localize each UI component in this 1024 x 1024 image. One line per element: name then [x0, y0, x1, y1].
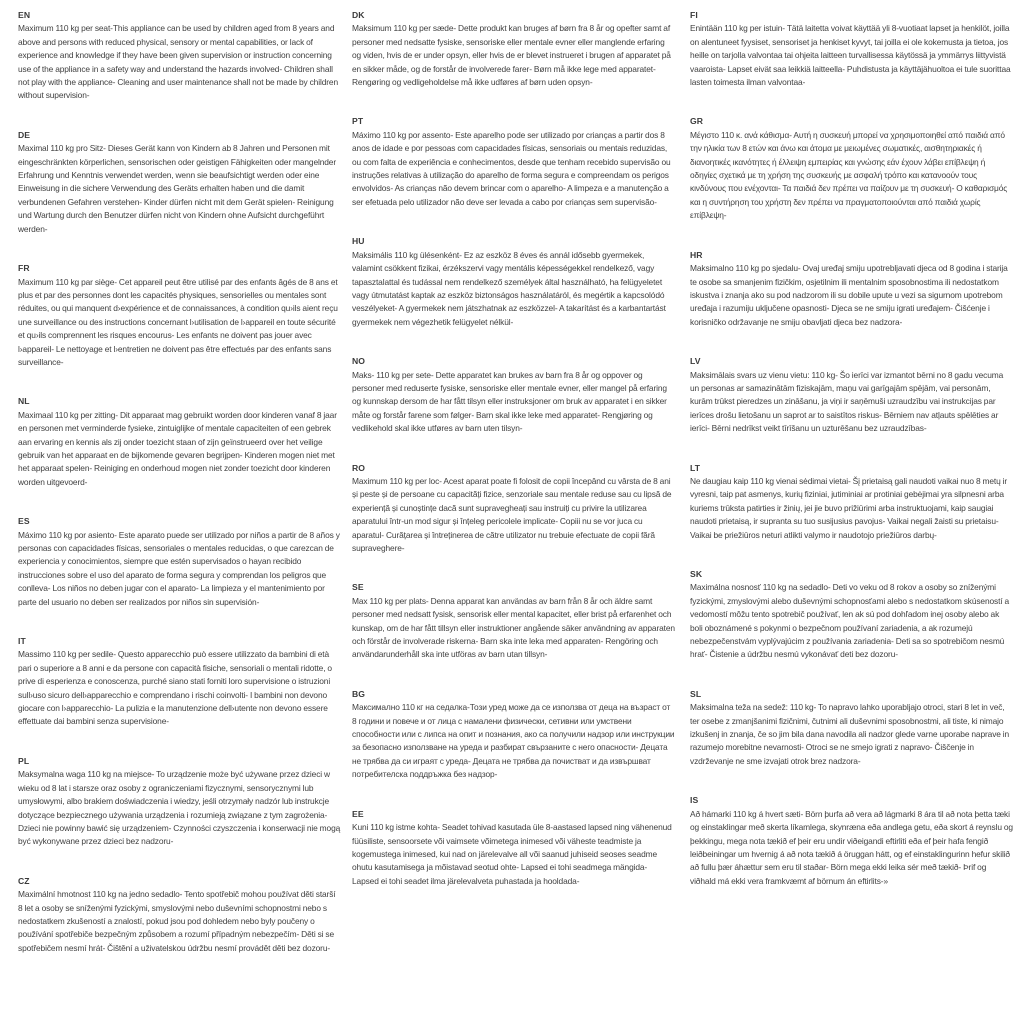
- language-section-it: [18, 635, 341, 729]
- language-code-fr: FR: [18, 263, 30, 274]
- language-text-nl: Maximaal 110 kg per zitting- Dit apparaat mag gebruikt worden door kinderen vanaf 8 jaar en personen met verminderde fysieke, zintuiglijke of mentale capaciteiten of een gebrek aan ervaring en kennis als zij onder toezicht staan of zijn geïnstrueerd over het veilige gebruik van het apparaat en de bijkomende gevaren begrijpen- Kinderen mogen niet met het apparaat spelen- Reiniging en onderhoud mogen niet zonder toezicht door kinderen worden uitgevoerd-: [18, 409, 337, 487]
- language-text-lt: Ne daugiau kaip 110 kg vienai sėdimai vietai- Šį prietaisą gali naudoti vaikai nuo 8 metų ir vyresni, taip pat asmenys, kurių fiziniai, jutiminiai ar protiniai gebėjimai yra silpnesni arba kuriems trūksta patirties ir žinių, jei jie buvo prižiūrimi arba instruktuojami, kaip saugiai naudoti prietaisą, ir supranta su tuo susijusius pavojus- Vaikai negali žaisti su prietaisu- Vaikai be priežiūros neturi atlikti valymo ir naudotojo priežiūros darbų-: [690, 475, 1008, 540]
- language-code-de: DE: [18, 129, 31, 140]
- language-section-bg: [352, 688, 675, 782]
- language-text-hu: Maksimális 110 kg ülésenként- Ez az eszköz 8 éves és annál idősebb gyermekek, valamint csökkent fizikai, érzékszervi vagy mentális képességekkel rendelkező, vagy tapasztalattal és tudással nem rendelkező személyek által használható, ha felügyeletet vagy útmutatást kaptak az eszköz biztonságos használatáról, és megértik a kapcsolódó veszélyeket- A gyermekek nem játszhatnak az eszközzel- A takarítást és a karbantartást gyermekek nem végezhetik felügyelet nélkül-: [352, 249, 666, 327]
- language-section-es: [18, 515, 341, 609]
- column-3: [690, 9, 1013, 914]
- language-code-ro: RO: [352, 462, 366, 473]
- language-section-hr: [690, 249, 1013, 329]
- language-text-sk: Maximálna nosnosť 110 kg na sedadlo- Deti vo veku od 8 rokov a osoby so zníženými fyzickými, zmyslovými alebo duševnými schopnosťami alebo s nedostatkom skúseností a vedomostí môžu tento spotrebič používať, len ak sú pod dohľadom inej osoby alebo ak boli oboznámené s pokynmi o bezpečnom používaní zariadenia, a ak rozumejú nebezpečenstvám vyplývajúcim z používania zariadenia- Deti sa so spotrebičom nesmú hrať- Čistenie a údržbu nesmú vykonávať deti bez dozoru-: [690, 582, 1010, 660]
- language-code-en: EN: [18, 10, 31, 20]
- language-text-se: Max 110 kg per plats- Denna apparat kan användas av barn från 8 år och äldre samt personer med nedsatt fysisk, sensorisk eller mental kapacitet, eller brist på erfarenhet och kunskap, om de har fått tillsyn eller instruktioner angående säker användning av apparaten och förstår de involverade riskerna- Barn ska inte leka med apparaten- Rengöring och användarunderhåll ska inte utföras av barn utan tillsyn-: [352, 595, 675, 660]
- language-text-no: Maks- 110 kg per sete- Dette apparatet kan brukes av barn fra 8 år og oppover og personer med reduserte fysiske, sensoriske eller mentale evner, eller mangel på erfaring og kunnskap dersom de har fått tilsyn eller instruksjoner om bruk av apparatet i en sikker måte og forstår farene som følger- Barn skal ikke leke med apparatet- Rengjøring og vedlikehold skal ikke utføres av barn uten tilsyn-: [352, 369, 667, 434]
- language-code-no: NO: [352, 356, 366, 367]
- language-text-hr: Maksimalno 110 kg po sjedalu- Ovaj uređaj smiju upotrebljavati djeca od 8 godina i starija te osobe sa smanjenim fizičkim, osjetilnim ili mentalnim sposobnostima ili nedostatkom iskustva i znanja ako su pod nadzorom ili su dobile upute u vezi sa sigurnom upotrebom uređaja i razumiju uključene opasnosti- Djeca se ne smiju igrati uređajem- Čišćenje i korisničko održavanje ne smiju obavljati djeca bez nadzora-: [690, 263, 1008, 327]
- language-section-nl: [18, 395, 341, 489]
- language-text-en: Maximum 110 kg per seat-This appliance can be used by children aged from 8 years and above and persons with reduced physical, sensory or mental capabilities, or lack of experience and knowledge if they have been given supervision or instruction concerning use of the appliance in a safety way and understand the hazards involved- Children shall not play with the appliance- Cleaning and user maintenance shall not be made by children without supervision-: [18, 23, 338, 101]
- language-code-pt: PT: [352, 116, 364, 127]
- language-code-cz: CZ: [18, 875, 30, 886]
- language-section-sk: [690, 568, 1013, 662]
- language-section-lv: [690, 355, 1013, 435]
- language-code-lt: LT: [690, 462, 701, 473]
- language-section-fr: [18, 262, 341, 369]
- language-text-is: Að hámarki 110 kg á hvert sæti- Börn þurfa að vera að lágmarki 8 ára til að nota þetta tæki og einstaklingar með skerta líkamlega, skynræna eða andlega getu, eða skort á reynslu og þekkingu, mega nota tækið ef þeir eru undir viðeigandi eftirliti eða ef þeir hafa fengið leiðbeiningar um hvernig á að nota tækið á öruggan hátt, og ef einstaklingurinn hefur skilið að fullu þær áhættur sem eru til staðar- Börn mega ekki leika sér með tækið- Þrif og viðhald má ekki vera framkvæmt af börnum án eftirlits-»: [690, 808, 1013, 886]
- language-section-no: [352, 355, 675, 435]
- language-text-dk: Maksimum 110 kg per sæde- Dette produkt kan bruges af børn fra 8 år og opefter samt af personer med nedsatte fysiske, sensoriske eller mentale evner eller manglende erfaring og viden, hvis de er under opsyn, eller hvis de er blevet instrueret i brugen af apparatet på en sikker måde, og de forstår de involverede farer- Børn må ikke lege med apparatet- Rengøring og vedligeholdelse må ikke udføres af børn uden opsyn-: [352, 23, 671, 88]
- language-text-cz: Maximální hmotnost 110 kg na jedno sedadlo- Tento spotřebič mohou používat děti starší 8 let a osoby se sníženými fyzickými, smyslovými nebo duševními schopnostmi nebo s nedostatkem zkušeností a znalostí, pokud jsou pod dohledem nebo byly poučeny o používání spotřebiče bezpečným způsobem a rozumí případným nebezpečím- Děti si se spotřebičem nesmí hrát- Čištění a uživatelskou údržbu nesmí provádět děti bez dozoru-: [18, 889, 336, 953]
- language-code-sl: SL: [690, 688, 702, 699]
- language-code-hu: HU: [352, 236, 365, 247]
- language-code-lv: LV: [690, 356, 701, 367]
- language-text-ro: Maximum 110 kg per loc- Acest aparat poate fi folosit de copii începând cu vârsta de 8 ani și peste și de persoane cu capacități fizice, senzoriale sau mentale reduse sau cu lipsă de experiență și cunoștințe dacă sunt supravegheați sau instruiți cu privire la utilizarea aparatului într-un mod sigur și înțeleg pericolele implicate- Copiii nu se vor juca cu aparatul- Curățarea și întreținerea de către utilizator nu trebuie efectuate de copii fără supraveghere-: [352, 475, 672, 553]
- language-code-gr: GR: [690, 116, 704, 127]
- language-code-ee: EE: [352, 808, 364, 819]
- language-text-lv: Maksimālais svars uz vienu vietu: 110 kg- Šo ierīci var izmantot bērni no 8 gadu vecuma un personas ar samazinātām fiziskajām, maņu vai garīgajām spējām, vai personām, kurām trūkst pieredzes un zināšanu, ja viņi ir saņēmuši uzraudzību vai instrukcijas par ierīces drošu lietošanu un saprot ar to saistītos riskus- Bērniem nav atļauts spēlēties ar ierīci- Bērni nedrīkst veikt tīrīšanu un uzturēšanu bez uzraudzības-: [690, 369, 1004, 434]
- language-section-de: [18, 129, 341, 236]
- language-section-dk: [352, 9, 675, 89]
- language-section-lt: [690, 462, 1013, 542]
- language-code-bg: BG: [352, 688, 366, 699]
- language-section-cz: [18, 875, 341, 955]
- language-text-de: Maximal 110 kg pro Sitz- Dieses Gerät kann von Kindern ab 8 Jahren und Personen mit eingeschränkten körperlichen, sensorischen oder geistigen Fähigkeiten oder mangelnder Erfahrung und Kenntnis verwendet werden, wenn sie beaufsichtigt werden oder eine Einweisung in die sichere Verwendung des Geräts erhalten haben und die damit verbundenen Gefahren verstehen- Kinder dürfen nicht mit dem Gerät spielen- Reinigung und Wartung durch den Benutzer dürfen nicht von Kindern ohne Aufsicht durchgeführt werden-: [18, 143, 337, 234]
- language-text-pl: Maksymalna waga 110 kg na miejsce- To urządzenie może być używane przez dzieci w wieku od 8 lat i starsze oraz osoby z ograniczeniami fizycznymi, sensorycznymi lub umysłowymi, albo brakiem doświadczenia i wiedzy, jeśli otrzymały nadzór lub instrukcje dotyczące bezpiecznego używania urządzenia i rozumieją związane z tym zagrożenia- Dzieci nie powinny bawić się urządzeniem- Czynności czyszczenia i konserwacji nie mogą być wykonywane przez dzieci bez nadzoru-: [18, 769, 341, 847]
- language-code-se: SE: [352, 582, 364, 593]
- language-text-fr: Maximum 110 kg par siège- Cet appareil peut être utilisé par des enfants âgés de 8 ans et plus et par des personnes dont les capacités physiques, sensorielles ou mentales sont réduites, ou qui manquent d›expérience et de connaissances, à condition qu›ils aient reçu une surveillance ou des instructions concernant l›utilisation de l›appareil en toute sécurité et qu›ils comprennent les risques encourus- Les enfants ne doivent pas jouer avec l›appareil- Le nettoyage et l›entretien ne doivent pas être effectués par des enfants sans surveillance-: [18, 276, 338, 367]
- language-text-fi: Enintään 110 kg per istuin- Tätä laitetta voivat käyttää yli 8-vuotiaat lapset ja henkilöt, joilla on alentuneet fyysiset, sensoriset ja henkiset kyvyt, tai joilla ei ole kokemusta ja tietoa, jos heille on tarjolla valvontaa tai ohjeita laitteen turvallisessa käytössä ja ymmärrys liittyvistä vaaroista- Lapset eivät saa leikkiä laitteella- Puhdistusta ja käyttäjähuoltoa ei tule suorittaa lasten toimesta ilman valvontaa-: [690, 23, 1011, 88]
- language-text-gr: Μέγιστο 110 κ. ανά κάθισμα- Αυτή η συσκευή μπορεί να χρησιμοποιηθεί από παιδιά από την ηλικία των 8 ετών και άνω και άτομα με μειωμένες σωματικές, αισθητηριακές ή διανοητικές ικανότητες ή έλλειψη εμπειρίας και γνώσης εάν έχουν λάβει επίβλεψη ή οδηγίες σχετικά με τη χρήση της συσκευής με ασφαλή τρόπο και κατανοούν τους κινδύνους που ενέχονται- Τα παιδιά δεν πρέπει να παίζουν με τη συσκευή- Ο καθαρισμός και η συντήρηση του χρήστη δεν πρέπει να πραγματοποιούνται από παιδιά χωρίς επίβλεψη-: [690, 129, 1008, 221]
- language-code-pl: PL: [18, 755, 30, 766]
- language-text-bg: Максимално 110 кг на седалка-Този уред може да се използва от деца на възраст от 8 години и повече и от лица с намалени физически, сетивни или умствени способности или с липса на опит и познания, ако са получили надзор или инструкции за безопасно използване на уреда и разбират свързаните с него опасности- Децата не трябва да си играят с уреда- Децата не трябва да почистват и да извършват потребителска поддръжка без надзор-: [352, 702, 675, 780]
- language-section-is: [690, 794, 1013, 888]
- language-section-se: [352, 581, 675, 661]
- language-code-fi: FI: [690, 10, 698, 20]
- language-text-sl: Maksimalna teža na sedež: 110 kg- To napravo lahko uporabljajo otroci, stari 8 let in več, ter osebe z zmanjšanimi fizičnimi, čutnimi ali duševnimi sposobnostmi, ali tiste, ki nimajo izkušenj in znanja, če so jim bila dana navodila ali nadzor glede varne uporabe naprave in razumejo morebitne nevarnosti- Otroci se ne smejo igrati z napravo- Čiščenje in vzdrževanje ne sme izvajati otrok brez nadzora-: [690, 702, 1010, 766]
- column-2: [352, 9, 675, 914]
- language-text-es: Máximo 110 kg por asiento- Este aparato puede ser utilizado por niños a partir de 8 años y personas con capacidades físicas, sensoriales o mentales reducidas, o que carezcan de experiencia y conocimientos, siempre que estén supervisados o hayan recibido instrucciones sobre el uso del aparato de forma segura y comprendan los peligros que conlleva- Los niños no deben jugar con el aparato- La limpieza y el mantenimiento por parte del usuario no deben ser realizados por niños sin supervisión-: [18, 529, 340, 607]
- language-section-ro: [352, 462, 675, 556]
- column-1: [18, 9, 341, 981]
- language-code-is: IS: [690, 795, 699, 806]
- language-code-sk: SK: [690, 569, 703, 579]
- language-text-ee: Kuni 110 kg istme kohta- Seadet tohivad kasutada üle 8-aastased lapsed ning vähenenud füüsiliste, sensoorsete või vaimsete võimetega inimesed või väheste teadmiste ja kogemustega inimesed, kui nad on järelevalve all või saanud juhiseid seoses seadme ohutu kasutamisega ja mõistavad seotud ohte- Lapsed ei tohi seadmega mängida- Lapsed ei tohi seadet ilma järelevalveta puhastada ja hooldada-: [352, 822, 672, 886]
- language-section-sl: [690, 688, 1013, 768]
- language-section-ee: [352, 808, 675, 888]
- language-section-hu: [352, 235, 675, 329]
- language-code-hr: HR: [690, 249, 703, 260]
- language-section-en: [18, 9, 341, 103]
- language-code-nl: NL: [18, 396, 30, 407]
- language-text-it: Massimo 110 kg per sedile- Questo apparecchio può essere utilizzato da bambini di età pari o superiore a 8 anni e da persone con capacità fisiche, sensoriali o mentali ridotte, o prive di esperienza e conoscenza, purché siano stati forniti loro supervisione o istruzioni sull›uso sicuro dell›apparecchio e comprendano i rischi coinvolti- I bambini non devono giocare con l›apparecchio- La pulizia e la manutenzione dell›utente non devono essere effettuate dai bambini senza supervisione-: [18, 649, 332, 727]
- language-code-es: ES: [18, 516, 30, 527]
- language-section-pl: [18, 755, 341, 849]
- language-code-it: IT: [18, 636, 26, 647]
- language-section-fi: [690, 9, 1013, 89]
- language-code-dk: DK: [352, 10, 365, 20]
- language-section-gr: [690, 115, 1013, 222]
- language-text-pt: Máximo 110 kg por assento- Este aparelho pode ser utilizado por crianças a partir dos 8 anos de idade e por pessoas com capacidades físicas, sensoriais ou mentais reduzidas, ou com falta de experiência e conhecimentos, desde que tenham recebido supervisão ou instruções relativas à utilização do aparelho de forma segura e compreendam os perigos envolvidos- As crianças não devem brincar com o aparelho- A limpeza e a manutenção a ser efetuada pelo utilizador não deve ser levada a cabo por crianças sem supervisão-: [352, 129, 671, 207]
- language-section-pt: [352, 115, 675, 209]
